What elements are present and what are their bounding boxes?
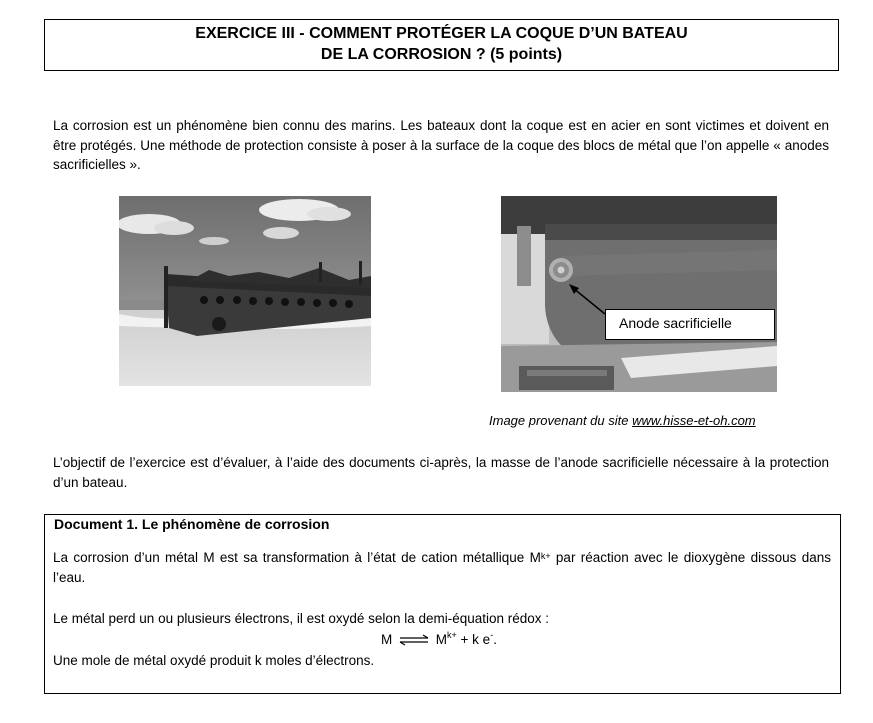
document1-paragraph1 — [53, 548, 831, 588]
document1-paragraph3: Une mole de métal oxydé produit k moles d’électrons. — [53, 653, 375, 668]
objective-paragraph: L’objectif de l’exercice est d’évaluer, à l’aide des documents ci-après, la masse de l’anode sacrificielle nécessaire à la protection d’un bateau. — [53, 455, 829, 490]
eq-left: M — [381, 632, 393, 647]
eq-electron-sup: - — [490, 630, 494, 640]
anode-photo — [501, 196, 777, 392]
source-link[interactable]: www.hisse-et-oh.com — [632, 413, 756, 428]
p1-text-before: La corrosion d’un métal M est sa transformation à l’état de cation métallique M — [53, 550, 541, 565]
anode-label: Anode sacrificielle — [605, 309, 775, 340]
document1-title: Document 1. Le phénomène de corrosion — [54, 516, 330, 532]
caption-prefix: Image provenant du site — [489, 413, 633, 428]
eq-end: . — [493, 632, 497, 647]
eq-right-sup: k+ — [447, 630, 457, 640]
intro-paragraph: La corrosion est un phénomène bien connu des marins. Les bateaux dont la coque est en acier en sont victimes et doivent en être protégés. Une méthode de protection consiste à poser à la surface de la coque des blocs de métal que l’on appelle « anodes sacrificielles ». — [53, 118, 829, 172]
equilibrium-arrows-icon — [399, 634, 429, 646]
hull-anode-image — [501, 196, 777, 392]
eq-rest: + k e — [456, 632, 491, 647]
shipwreck-photo — [119, 196, 371, 386]
image-caption — [489, 413, 756, 428]
eq-right: M — [435, 632, 448, 647]
exercise-title-line1: EXERCICE III - COMMENT PROTÉGER LA COQUE D’UN BATEAU — [195, 25, 688, 42]
document1-box — [44, 514, 841, 694]
p1-superscript: k+ — [540, 551, 551, 561]
shipwreck-image — [119, 196, 371, 386]
p1-text-after: par réaction avec le dioxygène dissous dans l’eau. — [53, 550, 831, 585]
exercise-title-box — [44, 19, 839, 71]
redox-half-equation — [381, 632, 497, 647]
exercise-title-line2: DE LA CORROSION ? (5 points) — [320, 46, 563, 63]
document1-paragraph2: Le métal perd un ou plusieurs électrons, il est oxydé selon la demi-équation rédox : — [53, 611, 550, 626]
